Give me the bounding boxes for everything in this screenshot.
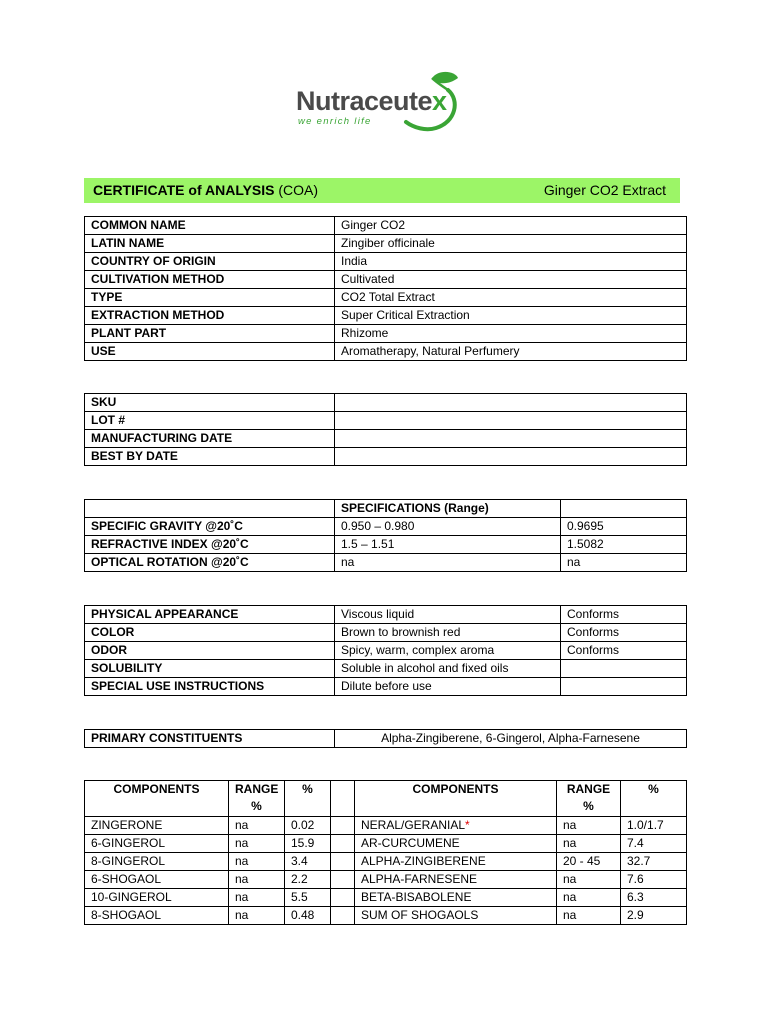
- component-range-left: na: [229, 889, 285, 907]
- component-name-right: [355, 871, 557, 889]
- spec-label: OPTICAL ROTATION @20˚C: [85, 554, 335, 572]
- spec-range: 0.950 – 0.980: [335, 518, 561, 536]
- physical-result: [561, 678, 687, 696]
- component-range-left: na: [229, 907, 285, 925]
- info-label: EXTRACTION METHOD: [85, 307, 335, 325]
- physical-label: SOLUBILITY: [85, 660, 335, 678]
- component-range-right: na: [557, 871, 621, 889]
- spec-row: [85, 536, 687, 554]
- component-range-right: na: [557, 907, 621, 925]
- component-name-text: AR-CURCUMENE: [361, 836, 460, 850]
- product-name: Ginger CO2 Extract: [543, 182, 666, 198]
- info-value: Aromatherapy, Natural Perfumery: [335, 343, 687, 361]
- spacer-cell: [331, 871, 355, 889]
- physical-result: [561, 660, 687, 678]
- components-header-right: COMPONENTS: [355, 781, 557, 817]
- physical-result: Conforms: [561, 624, 687, 642]
- spacer-cell: [331, 853, 355, 871]
- spec-row: [85, 554, 687, 572]
- document-title-banner: [84, 178, 680, 203]
- component-percent-right: 7.4: [621, 835, 687, 853]
- specifications-header-row: [85, 500, 687, 518]
- component-percent-right: 32.7: [621, 853, 687, 871]
- component-percent-left: 5.5: [285, 889, 331, 907]
- brand-logo: [296, 70, 466, 132]
- document-title: CERTIFICATE of ANALYSIS (COA): [93, 182, 319, 198]
- info-row: [85, 253, 687, 271]
- info-row: [85, 307, 687, 325]
- component-range-right: na: [557, 817, 621, 835]
- component-row: [85, 889, 687, 907]
- info-label: USE: [85, 343, 335, 361]
- info-value: Rhizome: [335, 325, 687, 343]
- spacer-cell: [331, 907, 355, 925]
- physical-value: Dilute before use: [335, 678, 561, 696]
- primary-constituents-row: [85, 730, 687, 748]
- lot-value: [335, 448, 687, 466]
- component-range-left: na: [229, 853, 285, 871]
- component-name-text: SUM OF SHOGAOLS: [361, 908, 479, 922]
- header-result-cell: [561, 500, 687, 518]
- lot-value: [335, 430, 687, 448]
- spec-label: SPECIFIC GRAVITY @20˚C: [85, 518, 335, 536]
- component-range-right: na: [557, 889, 621, 907]
- lot-info-table: [84, 393, 687, 466]
- components-table: [84, 780, 687, 925]
- physical-row: [85, 678, 687, 696]
- percent-header-left: %: [285, 781, 331, 817]
- component-name-text: ALPHA-ZINGIBERENE: [361, 854, 486, 868]
- lot-row: [85, 412, 687, 430]
- component-name-left: ZINGERONE: [85, 817, 229, 835]
- primary-constituents-label: PRIMARY CONSTITUENTS: [85, 730, 335, 748]
- spec-result: 0.9695: [561, 518, 687, 536]
- info-value: Super Critical Extraction: [335, 307, 687, 325]
- footnote-asterisk: *: [465, 818, 470, 832]
- spec-row: [85, 518, 687, 536]
- lot-value: [335, 412, 687, 430]
- info-row: [85, 235, 687, 253]
- component-percent-left: 2.2: [285, 871, 331, 889]
- physical-row: [85, 624, 687, 642]
- info-label: LATIN NAME: [85, 235, 335, 253]
- spec-result: 1.5082: [561, 536, 687, 554]
- component-percent-right: 6.3: [621, 889, 687, 907]
- component-name-right: [355, 853, 557, 871]
- product-info-table: [84, 216, 687, 361]
- spec-range: 1.5 – 1.51: [335, 536, 561, 554]
- component-percent-left: 3.4: [285, 853, 331, 871]
- component-name-text: NERAL/GERANIAL: [361, 818, 466, 832]
- info-row: [85, 343, 687, 361]
- brand-name: Nutraceutex: [296, 86, 447, 116]
- info-row: [85, 217, 687, 235]
- component-range-left: na: [229, 871, 285, 889]
- info-row: [85, 271, 687, 289]
- physical-result: Conforms: [561, 606, 687, 624]
- spec-result: na: [561, 554, 687, 572]
- physical-label: COLOR: [85, 624, 335, 642]
- info-label: PLANT PART: [85, 325, 335, 343]
- lot-row: [85, 430, 687, 448]
- component-range-right: 20 - 45: [557, 853, 621, 871]
- components-header-left: COMPONENTS: [85, 781, 229, 817]
- component-range-left: na: [229, 835, 285, 853]
- info-label: CULTIVATION METHOD: [85, 271, 335, 289]
- spec-label: REFRACTIVE INDEX @20˚C: [85, 536, 335, 554]
- specifications-table: [84, 499, 687, 572]
- info-value: Ginger CO2: [335, 217, 687, 235]
- component-row: [85, 853, 687, 871]
- component-row: [85, 835, 687, 853]
- components-header-row: [85, 781, 687, 817]
- lot-row: [85, 394, 687, 412]
- physical-row: [85, 660, 687, 678]
- info-value: CO2 Total Extract: [335, 289, 687, 307]
- lot-row: [85, 448, 687, 466]
- component-name-left: 10-GINGEROL: [85, 889, 229, 907]
- component-name-right: [355, 889, 557, 907]
- physical-label: PHYSICAL APPEARANCE: [85, 606, 335, 624]
- info-label: COUNTRY OF ORIGIN: [85, 253, 335, 271]
- spacer-cell: [331, 817, 355, 835]
- brand-tagline: we enrich life: [298, 116, 372, 127]
- component-percent-right: 7.6: [621, 871, 687, 889]
- physical-row: [85, 642, 687, 660]
- component-name-left: 6-GINGEROL: [85, 835, 229, 853]
- component-percent-left: 0.02: [285, 817, 331, 835]
- spec-range: na: [335, 554, 561, 572]
- component-name-right: [355, 817, 557, 835]
- physical-value: Soluble in alcohol and fixed oils: [335, 660, 561, 678]
- component-row: [85, 817, 687, 835]
- physical-row: [85, 606, 687, 624]
- info-label: COMMON NAME: [85, 217, 335, 235]
- info-row: [85, 325, 687, 343]
- component-percent-left: 15.9: [285, 835, 331, 853]
- component-name-right: [355, 907, 557, 925]
- physical-value: Viscous liquid: [335, 606, 561, 624]
- component-range-left: na: [229, 817, 285, 835]
- physical-result: Conforms: [561, 642, 687, 660]
- info-value: Cultivated: [335, 271, 687, 289]
- percent-header-right: %: [621, 781, 687, 817]
- component-name-text: BETA-BISABOLENE: [361, 890, 472, 904]
- physical-properties-table: [84, 605, 687, 696]
- physical-label: ODOR: [85, 642, 335, 660]
- header-empty-cell: [85, 500, 335, 518]
- component-range-right: na: [557, 835, 621, 853]
- spacer-cell: [331, 889, 355, 907]
- component-percent-right: 2.9: [621, 907, 687, 925]
- range-header-left: RANGE %: [229, 781, 285, 817]
- lot-label: LOT #: [85, 412, 335, 430]
- info-value: Zingiber officinale: [335, 235, 687, 253]
- lot-value: [335, 394, 687, 412]
- primary-constituents-value: Alpha-Zingiberene, 6-Gingerol, Alpha-Farnesene: [335, 730, 687, 748]
- lot-label: MANUFACTURING DATE: [85, 430, 335, 448]
- component-name-left: 8-GINGEROL: [85, 853, 229, 871]
- component-row: [85, 907, 687, 925]
- lot-label: SKU: [85, 394, 335, 412]
- component-name-left: 8-SHOGAOL: [85, 907, 229, 925]
- physical-value: Spicy, warm, complex aroma: [335, 642, 561, 660]
- spacer-cell: [331, 835, 355, 853]
- component-name-left: 6-SHOGAOL: [85, 871, 229, 889]
- physical-value: Brown to brownish red: [335, 624, 561, 642]
- info-row: [85, 289, 687, 307]
- range-header-right: RANGE %: [557, 781, 621, 817]
- lot-label: BEST BY DATE: [85, 448, 335, 466]
- component-percent-left: 0.48: [285, 907, 331, 925]
- component-row: [85, 871, 687, 889]
- info-value: India: [335, 253, 687, 271]
- info-label: TYPE: [85, 289, 335, 307]
- specifications-header: SPECIFICATIONS (Range): [335, 500, 561, 518]
- component-name-right: [355, 835, 557, 853]
- primary-constituents-table: [84, 729, 687, 748]
- spacer-cell: [331, 781, 355, 817]
- component-percent-right: 1.0/1.7: [621, 817, 687, 835]
- component-name-text: ALPHA-FARNESENE: [361, 872, 478, 886]
- physical-label: SPECIAL USE INSTRUCTIONS: [85, 678, 335, 696]
